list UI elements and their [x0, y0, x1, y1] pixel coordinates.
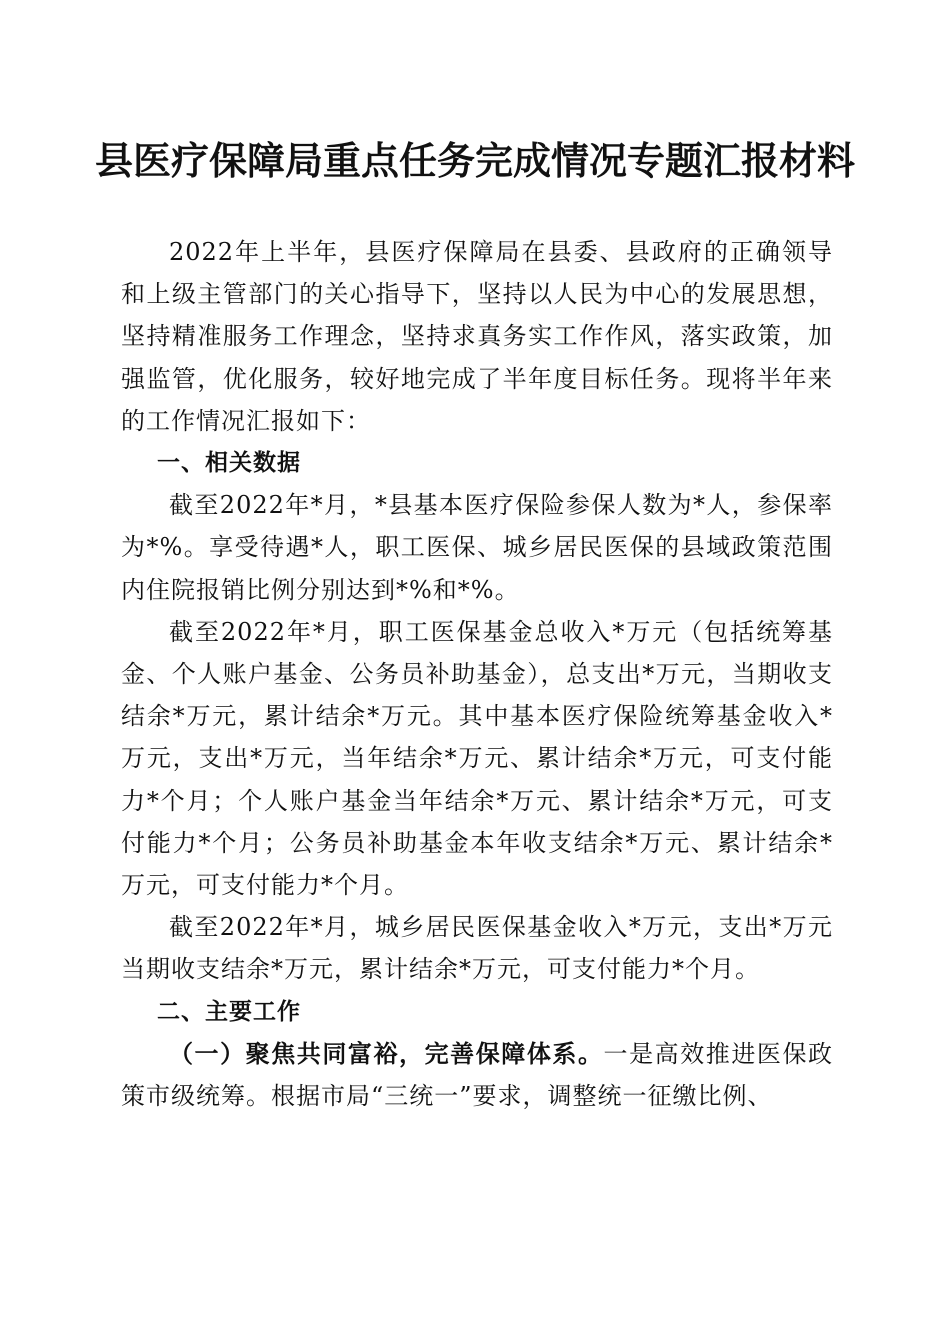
data-paragraph-enrollment: 截至2022年*月，*县基本医疗保险参保人数为*人，参保率为*%。享受待遇*人，职工医保、城乡居民医保的县域政策范围内住院报销比例分别达到*%和*%。: [121, 491, 833, 604]
section-heading-main-work: 二、主要工作: [157, 998, 301, 1025]
data-paragraph-employee-fund: 截至2022年*月，职工医保基金总收入*万元（包括统筹基金、个人账户基金、公务员补助基金），总支出*万元，当期收支结余*万元，累计结余*万元。其中基本医疗保险统筹基金收入*万元，支出*万元，当年结余*万元、累计结余*万元，可支付能力*个月；个人账户基金当年结余*万元、累计结余*万元，可支付能力*个月；公务员补助基金本年收支结余*万元、累计结余*万元，可支付能力*个月。: [121, 617, 833, 900]
data-paragraph-resident-fund: 截至2022年*月，城乡居民医保基金收入*万元，支出*万元当期收支结余*万元，累计结余*万元，可支付能力*个月。: [121, 913, 833, 984]
work-item-paragraph: [121, 1033, 833, 1117]
work-item-lead: （一）聚焦共同富裕，完善保障体系。: [169, 1038, 604, 1068]
intro-paragraph: 2022年上半年，县医疗保障局在县委、县政府的正确领导和上级主管部门的关心指导下，坚持以人民为中心的发展思想，坚持精准服务工作理念，坚持求真务实工作作风，落实政策，加强监管，优化服务，较好地完成了半年度目标任务。现将半年来的工作情况汇报如下：: [121, 238, 833, 435]
document-body: [121, 231, 833, 1117]
work-item-text: 一是高效推进医保政策市级统筹。根据市局“三统一”要求，调整统一征缴比例、: [121, 1039, 834, 1111]
document-title: 县医疗保障局重点任务完成情况专题汇报材料: [94, 138, 855, 183]
section-heading-related-data: 一、相关数据: [157, 450, 301, 477]
